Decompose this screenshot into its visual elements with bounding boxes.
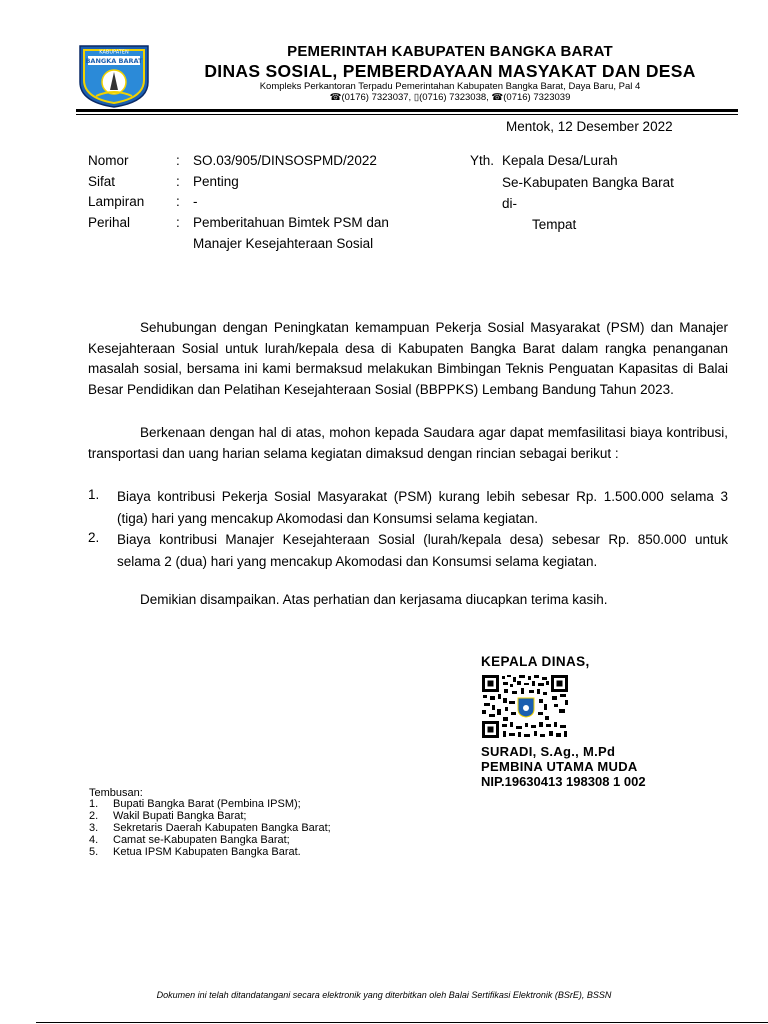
letterhead-government: PEMERINTAH KABUPATEN BANGKA BARAT — [287, 43, 613, 60]
cc-item-5-number: 5. — [89, 846, 99, 858]
list-item-2-number: 2. — [88, 530, 100, 545]
cc-item-4-number: 4. — [89, 834, 99, 846]
letterhead-divider — [76, 109, 738, 112]
electronic-signature-notice: Dokumen ini telah ditandatangani secara elektronik yang diterbitkan oleh Balai Sertifikasi Elektronik (BSrE), BSSN — [156, 990, 612, 1000]
cc-item-2-text: Wakil Bupati Bangka Barat; — [113, 810, 247, 822]
recipient-line1: Kepala Desa/Lurah — [502, 153, 618, 168]
closing-sentence: Demikian disampaikan. Atas perhatian dan kerjasama diucapkan terima kasih. — [140, 592, 608, 607]
letterhead-divider-thin — [76, 114, 738, 115]
cc-item-3-number: 3. — [89, 822, 99, 834]
signatory-title: KEPALA DINAS, — [481, 654, 590, 669]
lampiran-label: Lampiran — [88, 194, 145, 209]
recipient-line3: di- — [502, 196, 518, 211]
list-item-1-text: Biaya kontribusi Pekerja Sosial Masyarakat (PSM) kurang lebih sebesar Rp. 1.500.000 selama 3 (tiga) hari yang mencakup Akomodasi dan Konsumsi selama kegiatan. — [117, 489, 728, 526]
sifat-label: Sifat — [88, 174, 116, 189]
cc-item-1-number: 1. — [89, 798, 99, 810]
nomor-label: Nomor — [88, 153, 129, 168]
sifat-value: Penting — [193, 174, 239, 189]
letterhead-phones: ☎(0176) 7323037, ▯(0716) 7323038, ☎(0716) 7323039 — [329, 92, 571, 103]
perihal-value-line2: Manajer Kesejahteraan Sosial — [193, 236, 374, 251]
signatory-nip: NIP.19630413 198308 1 002 — [481, 774, 646, 789]
perihal-colon: : — [176, 215, 180, 230]
letterhead-address: Kompleks Perkantoran Terpadu Pemerintahan Kabupaten Bangka Barat, Daya Baru, Pal 4 — [259, 81, 641, 92]
svg-text:BANGKA BARAT: BANGKA BARAT — [85, 57, 143, 65]
body-paragraph-1: Sehubungan dengan Peningkatan kemampuan Pekerja Sosial Masyarakat (PSM) dan Manajer Kesejahteraan Sosial untuk lurah/kepala desa di Kabupaten Bangka Barat dalam rangka penanganan masalah sosial, bersama ini kami bermaksud melakukan Bimbingan Teknis Penguatan Kapasitas di Balai Besar Pendidikan dan Pelatihan Kesejahteraan Sosial (BBPPKS) Lembang Bandung Tahun 2023. — [88, 320, 728, 397]
list-item-1-number: 1. — [88, 487, 100, 502]
cc-item-2-number: 2. — [89, 810, 99, 822]
lampiran-colon: : — [176, 194, 180, 209]
perihal-value-line1: Pemberitahuan Bimtek PSM dan — [193, 215, 389, 230]
svg-text:KABUPATEN: KABUPATEN — [99, 49, 129, 56]
lampiran-value: - — [193, 194, 198, 209]
recipient-salutation: Yth. — [470, 153, 495, 168]
letter-date: Mentok, 12 Desember 2022 — [506, 119, 673, 134]
qr-code-signature — [481, 674, 569, 739]
cc-title: Tembusan: — [89, 787, 143, 799]
signatory-name: SURADI, S.Ag., M.Pd — [481, 744, 616, 759]
regency-logo — [76, 44, 152, 108]
cc-item-4-text: Camat se-Kabupaten Bangka Barat; — [113, 834, 290, 846]
sifat-colon: : — [176, 174, 180, 189]
body-paragraph-2: Berkenaan dengan hal di atas, mohon kepada Saudara agar dapat memfasilitasi biaya kontribusi, transportasi dan uang harian selama kegiatan dimaksud dengan rincian sebagai berikut : — [88, 425, 728, 461]
cc-item-3-text: Sekretaris Daerah Kabupaten Bangka Barat; — [113, 822, 331, 834]
nomor-value: SO.03/905/DINSOSPMD/2022 — [193, 153, 377, 168]
cc-item-1-text: Bupati Bangka Barat (Pembina IPSM); — [113, 798, 301, 810]
footer-divider — [36, 1022, 768, 1023]
perihal-label: Perihal — [88, 215, 131, 230]
recipient-line2: Se-Kabupaten Bangka Barat — [502, 175, 674, 190]
cc-item-5-text: Ketua IPSM Kabupaten Bangka Barat. — [113, 846, 301, 858]
list-item-2-text: Biaya kontribusi Manajer Kesejahteraan Sosial (lurah/kepala desa) sebesar Rp. 850.000 untuk selama 2 (dua) hari yang mencakup Akomodasi dan Konsumsi selama kegiatan. — [117, 532, 728, 569]
signatory-rank: PEMBINA UTAMA MUDA — [481, 759, 638, 774]
recipient-line4: Tempat — [532, 217, 577, 232]
nomor-colon: : — [176, 153, 180, 168]
letterhead-agency: DINAS SOSIAL, PEMBERDAYAAN MASYAKAT DAN DESA — [204, 61, 696, 81]
